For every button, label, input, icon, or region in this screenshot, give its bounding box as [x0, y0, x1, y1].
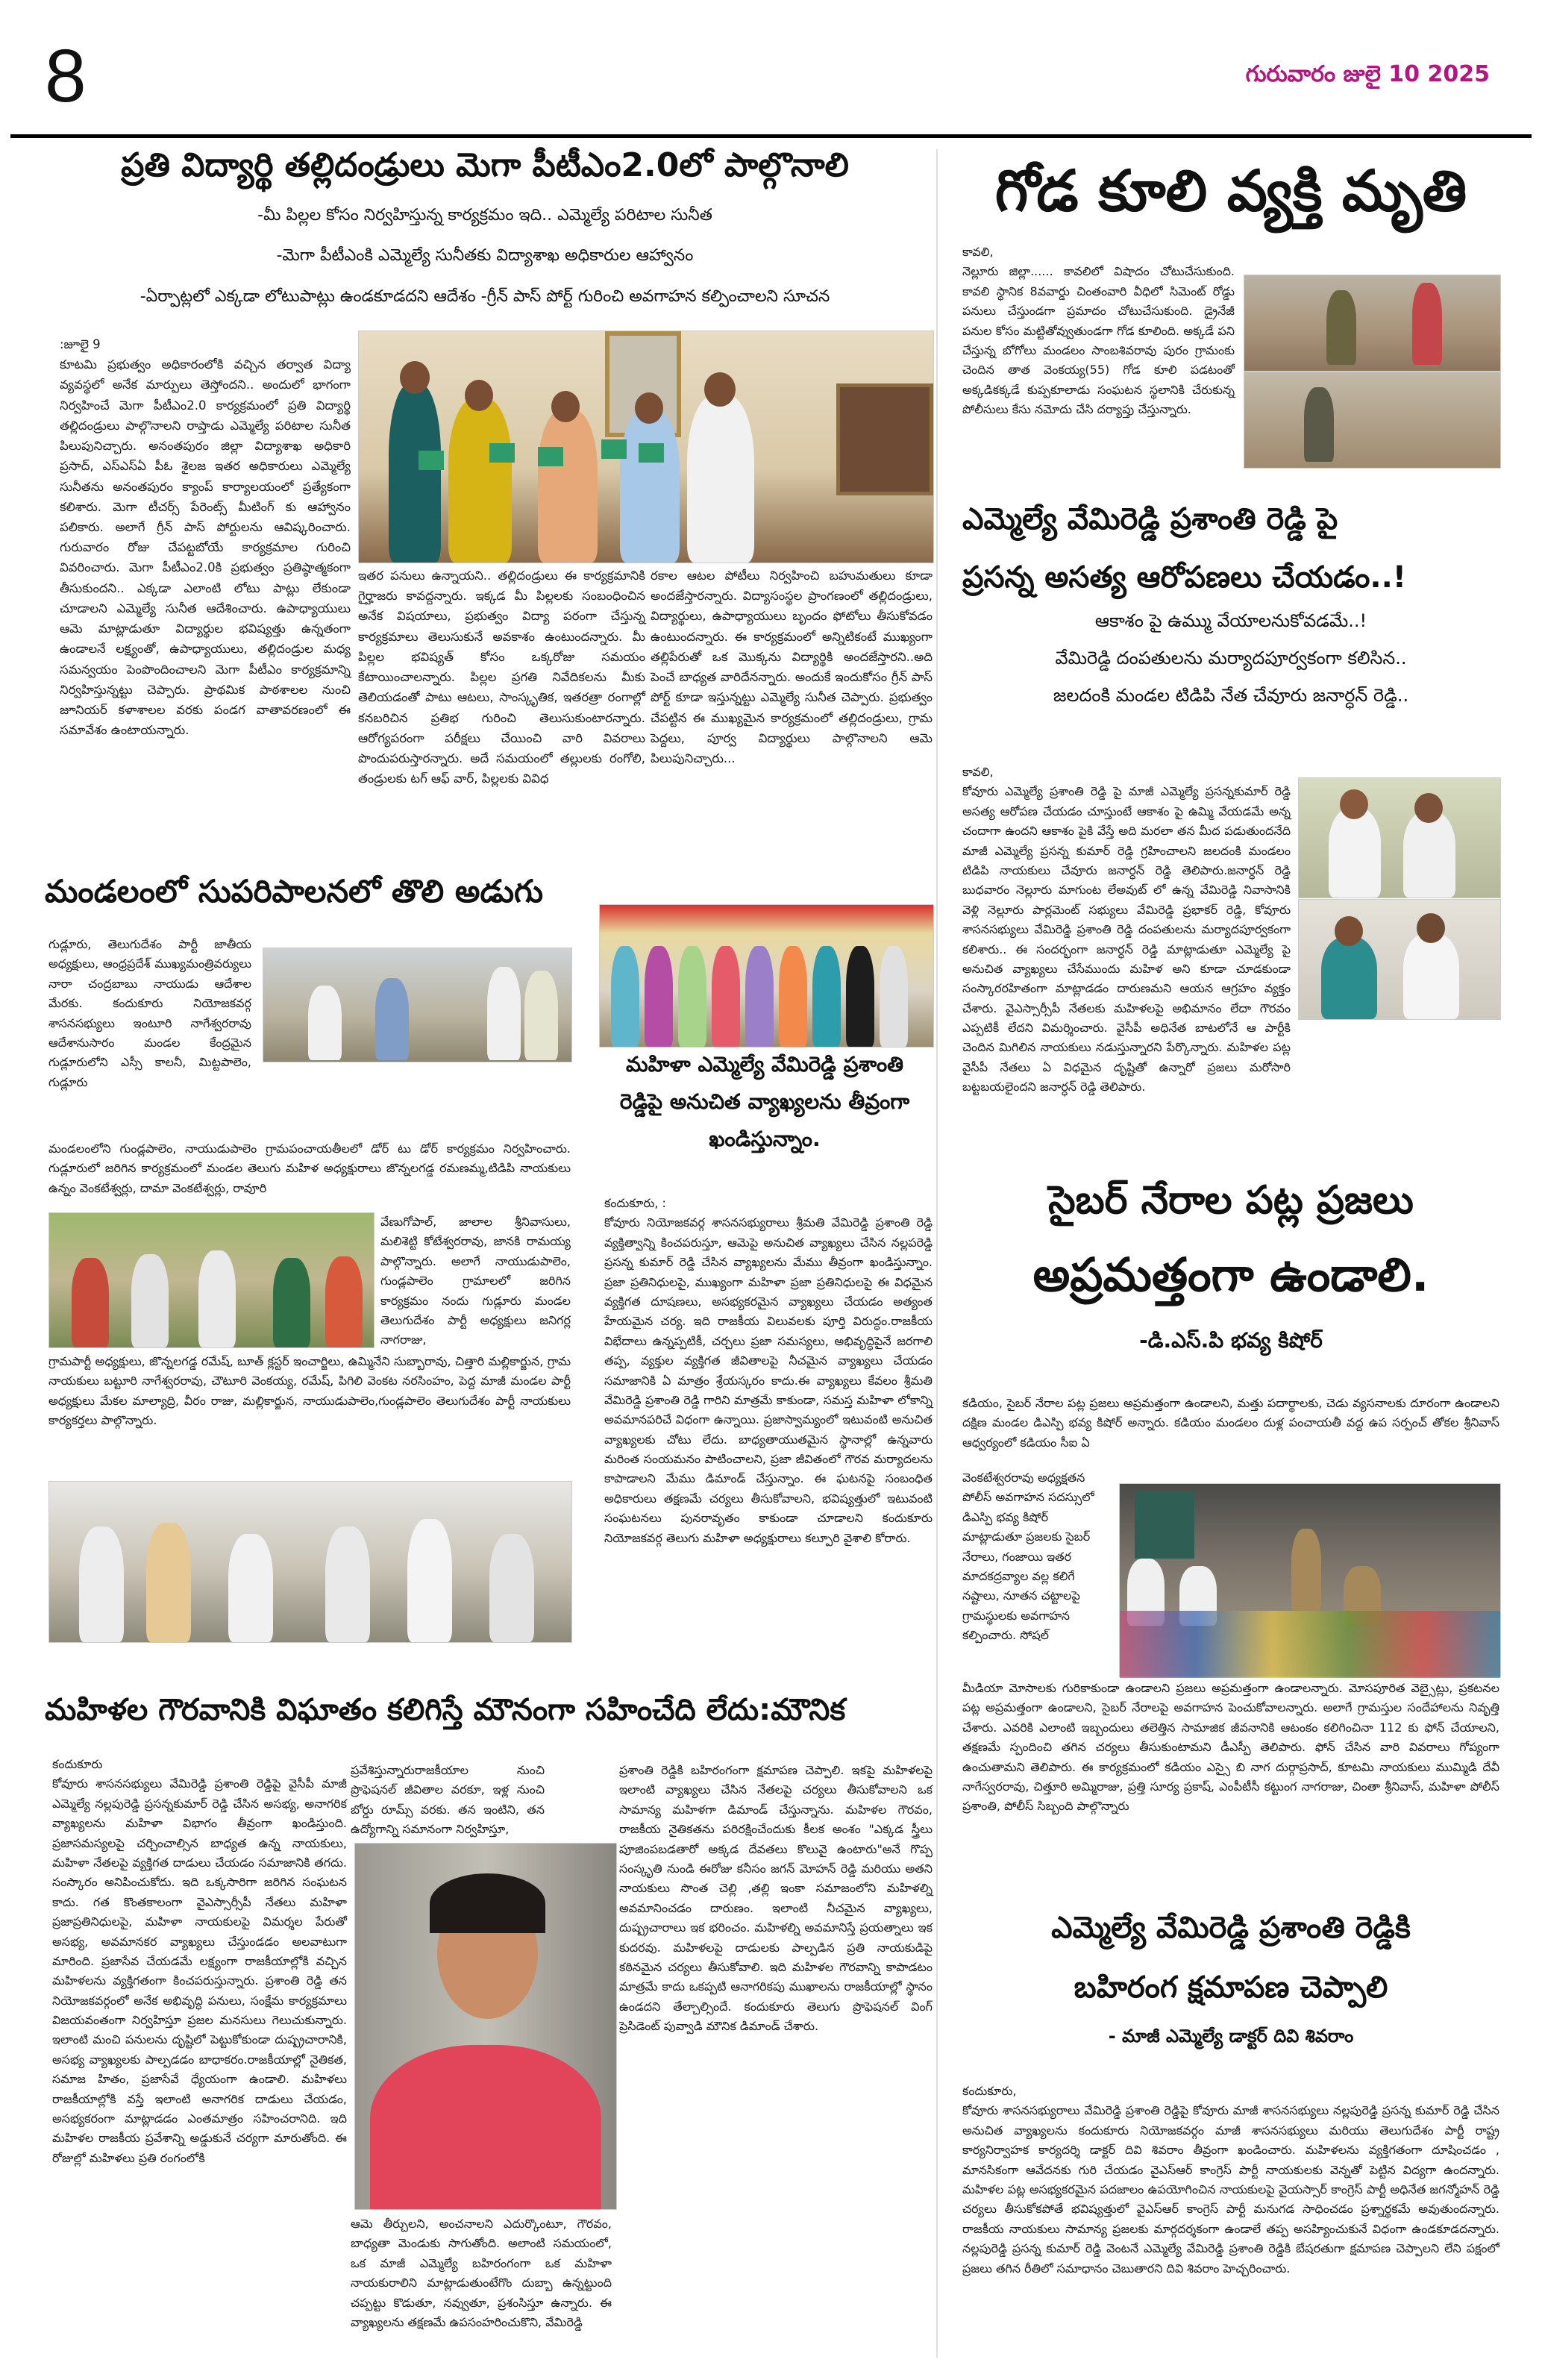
body-text: కోవూరు శాసనసభ్యులు వేమిరెడ్డి ప్రశాంతి రెడ్డిపై వైసీపీ మాజీ ఎమ్మెల్యే నల్లపురెడ్డి ప్రసన్నకుమార్ రెడ్డి చేసిన అసభ్య, అనాగరిక వ్యాఖ్యలను మహిళా విభాగం తీవ్రంగా ఖండిస్తుంది. ప్రజాసమస్యలపై చర్చించాల్సిన బాధ్యత ఉన్న నాయకులు, మహిళా నేతలపై వ్యక్తిగత దాడులు చేయడం సమాజానికి తగదు. సంస్కారం అనిపించుకోదు. ఇది ఒక్కసారిగా జరిగిన సంఘటన కాదు. గత కొంతకాలంగా వైఎస్సార్సీపీ నేతలు మహిళా ప్రజాప్రతినిధులపై, మహిళా నాయకులపై విమర్శల పేరుతో అసభ్య, అవమానకర వ్యాఖ్యలు చేస్తుండడం అలవాటుగా మారింది. ప్రజాసేవ చేయడమే లక్ష్యంగా రాజకీయాల్లోకి వచ్చిన మహిళలను వ్యక్తిగతంగా కించపరుస్తున్నారు. ప్రశాంతి రెడ్డి తన నియోజకవర్గంలో అనేక అభివృద్ధి పనులు, సంక్షేమ కార్యక్రమాలు విజయవంతంగా నిర్వహిస్తూ ప్రజల మనసులు గెలుచుకున్నారు. ఇలాంటి మంచి పనులను దృష్టిలో పెట్టుకోకుండా దుష్ప్రచారానికి, అసభ్య వ్యాఖ్యలకు పాల్పడడం బాధాకరం.రాజకీయాల్లో నైతికత, సమాజ హితం, ప్రజాసేవే ధ్యేయంగా ఉండాలి. మహిళలు రాజకీయాల్లోకి వస్తే ఇలాంటి అనాగరిక దాడులు చేయడం, అసభ్యకరంగా మాట్లాడడం ఎంతమాత్రం సహించరానిది. ఇది మహిళల రాజకీయ ప్రవేశాన్ని అడ్డుకునే చర్యగా మారుతోంది. ఈ రోజుల్లో మహిళలు ప్రతి రంగంలోకి — [52, 1776, 347, 2165]
photo-door-3 — [48, 1481, 572, 1643]
dateline: కందుకూరు, : — [604, 1196, 666, 1210]
photo-wall-2 — [1244, 372, 1501, 469]
body-text: కూటమి ప్రభుత్వం అధికారంలోకి వచ్చిన తర్వాత విద్యా వ్యవస్థలో అనేక మార్పులు తెస్తోందని.. అందులో భాగంగా నిర్వహించే మెగా పీటీఎం2.0 కార్యక్రమంలో ప్రతి విద్యార్థి తల్లిదండ్రులు పాల్గొనాలని రాప్తాడు ఎమ్మెల్యే పరిటాల సునీత పిలుపునిచ్చారు. అనంతపురం జిల్లా విద్యాశాఖ అధికారి ప్రసాద్, ఎస్ఎస్ఏ పీఓ శైలజ ఇతర అధికారులు ఎమ్మెల్యే సునీతను అనంతపురం క్యాంప్ కార్యాలయంలో ప్రత్యేకంగా కలిశారు. మెగా టీచర్స్ పేరెంట్స్ మీటింగ్ కు ఆహ్వానం పలికారు. అలాగే గ్రీన్ పాస్ పోర్టులను ఆవిష్కరించారు. గురువారం రోజు చేపట్టబోయే కార్యక్రమాల గురించి వివరించారు. మెగా పీటీఎం2.0కి ప్రభుత్వం ప్రతిష్ఠాత్మకంగా తీసుకుందని.. ఎక్కడా ఎలాంటి లోటు పాట్లు లేకుండా చూడాలని ఎమ్మెల్యే సునీత ఆదేశించారు. ఉపాధ్యాయులు ఆమె మాట్లాడుతూ విద్యార్థుల భవిష్యత్తు ఉన్నతంగా ఉండాలనే లక్ష్యంతో, ఉపాధ్యాయులు, తల్లిదండ్రుల మధ్య సమన్వయం పెంపొందించాలని మెగా పీటీఎం కార్యక్రమాన్ని నిర్వహిస్తున్నట్టు చెప్పారు. ప్రాథమిక పాఠశాలల నుంచి జూనియర్ కళాశాలల వరకు పండగ వాతావరణంలో ఈ సమావేశం ఉంటాయన్నారు. — [60, 357, 351, 738]
headline-line-1: మహిళా ఎమ్మెల్యే వేమిరెడ్డి ప్రశాంతి — [625, 1052, 904, 1077]
body-text: కోవూరు ఎమ్మెల్యే ప్రశాంతి రెడ్డి పై మాజీ ఎమ్మెల్యే ప్రసన్నకుమార్ రెడ్డి అసత్య ఆరోపణ చేయడం చూస్తుంటే ఆకాశం పై ఉమ్మి వేయడమే అన్న చందాగా ఉందని ఆకాశం పైకి వేస్తే అది మరలా తన మీద పడుతుందనేది మాజీ ఎమ్మెల్యే ప్రసన్న కుమార్ రెడ్డి గ్రహించాలని జలదంకి మండలం టిడిపి నాయకులు చేవూరు జనార్ధన్ రెడ్డి తెలిపారు.జనార్ధన్ రెడ్డి బుధవారం నెల్లూరు మాగుంట లేఅవుట్ లో ఉన్న వేమిరెడ్డి నివాసానికి వెళ్లి నెల్లూరు పార్లమెంట్ సభ్యులు వేమిరెడ్డి ప్రభాకర్ రెడ్డి, కోవూరు శాసనసభ్యులు వేమిరెడ్డి ప్రశాంతి రెడ్డి దంపతులను మర్యాదపూర్వకంగా కలిశారు.. ఈ సందర్భంగా జనార్ధన్ రెడ్డి మాట్లాడుతూ ఎమ్మెల్యే పై అనుచిత వ్యాఖ్యలు చేసేముందు మహిళ అని కూడా చూడకుండా సంస్కారరహితంగా మాట్లాడడం దారుణమని ఆయన ఆగ్రహం వ్యక్తం చేశారు. వైఎస్సార్సీపీ నేతలకు మహిళలపై అభిమానం లేదా గౌరవం ఎప్పటికీ లేదని విమర్శించారు. వైసీపీ అధినేత బాటలోనే ఆ పార్టీకి చెందిన మిగిలిన నాయకులు నడుస్తున్నారని పేర్కొన్నారు. మహిళల పట్ల వైసీపీ నేతలు ఏ విధమైన దృష్టితో ఉన్నారో ప్రజలు మరోసారి బట్టబయలైందని జనార్ధన్ రెడ్డి తెలిపారు. — [962, 784, 1291, 1095]
headline-line-1: సైబర్ నేరాల పట్ల ప్రజలు — [1048, 1178, 1414, 1223]
photo-mounika — [354, 1843, 617, 2210]
headline-line-2: బహిరంగ క్షమాపణ చెప్పాలి — [1074, 1970, 1388, 2005]
dateline: కందుకూరు — [52, 1757, 103, 1771]
story4-col-a — [48, 935, 251, 1136]
subhead-1: ఆకాశం పై ఉమ్ము వేయాలనుకోవడమే..! — [1094, 610, 1367, 631]
story4-col-b — [48, 1139, 571, 1210]
column-divider — [936, 149, 938, 2358]
story7-col3 — [619, 1761, 933, 2358]
dateline: కావలి, — [962, 765, 994, 779]
story4-col-c — [380, 1212, 571, 1350]
story7-col1 — [52, 1755, 347, 2352]
dateline: :జూలై 9 — [60, 337, 101, 351]
body-text: ప్రశాంతి రెడ్డికి బహిరంగంగా క్షమాపణ చెప్పాలి. ఇకపై మహిళలపై ఇలాంటి వ్యాఖ్యలు చేసిన నేతలపై చర్యలు తీసుకోవాలని ఒక సామాన్య మహిళగా డిమాండ్ చేస్తున్నాను. మహిళల గౌరవం, రాజకీయ నైతికతను పరిరక్షించేందుకు కీలక అంశం "ఎక్కడ స్త్రీలు పూజింపబడతారో అక్కడ దేవతలు కొలువై ఉంటారు"అనే గొప్ప సంస్కృతి నుండి ఈరోజు కనీసం జగన్ మోహన్ రెడ్డి మరియు అతని నాయకులు సొంత చెల్లి ,తల్లి ఇంకా సమాజంలోని మహిళల్ని అవమానించడం దారుణం. ఇలాంటి నీచమైన వ్యాఖ్యలు, దుష్ప్రచారాలు ఇక భరించం. మహిళల్ని అవమానిస్తే ప్రయత్నాలు ఇక కుదరవు. మహిళలపై దాడులకు పాల్పడిన ప్రతి నాయకుడిపై కఠినమైన చర్యలు తీసుకోవాలి. ఇది మహిళల గౌరవాన్ని కాపాడటం మాత్రమే కాదు ఒకప్పటి ఆనాగరికపు ముఖాలను రాజకీయాల్లో స్థానం ఉండదని తేల్చాల్సిందే. కందుకూరు తెలుగు ప్రొఫెషనల్ వింగ్ ప్రెసిడెంట్ పువ్వాడి మౌనిక డిమాండ్ చేశారు. — [619, 1763, 933, 2034]
headline-line-1: ఎమ్మెల్యే వేమిరెడ్డి ప్రశాంతి రెడ్డి పై — [962, 502, 1338, 536]
story6-lead — [962, 1394, 1499, 1467]
headline-line-3: ఖండిస్తున్నాం. — [709, 1127, 821, 1151]
portrait-frame — [836, 383, 933, 495]
byline: -డి.ఎస్.పి భవ్య కిషోర్ — [1139, 1328, 1323, 1353]
issue-date: గురువారం జులై 10 2025 — [1245, 61, 1490, 87]
headline-wall-collapse: గోడ కూలి వ్యక్తి మృతి — [994, 157, 1467, 224]
headline-line-1: ఎమ్మెల్యే వేమిరెడ్డి ప్రశాంతి రెడ్డికి — [1051, 1911, 1411, 1945]
story1-col3 — [651, 566, 933, 812]
headline-door-to-door: మండలంలో సుపరిపాలనలో తొలి అడుగు — [45, 873, 544, 909]
subhead-1: -మీ పిల్లల కోసం నిర్వహిస్తున్న కార్యక్రమం ఇది.. ఎమ్మెల్యే పరిటాల సునీత — [257, 206, 712, 225]
body-text: మీడియా మోసాలకు గురికాకుండా ఉండాలని ప్రజలు అప్రమత్తంగా ఉండాలన్నారు. మోసపూరిత వెబ్సైట్లు, ప్రకటనల పట్ల అప్రమత్తంగా ఉండాలని, సైబర్ నేరాలపై అవగాహన పెంచుకోవాలన్నారు. అలాగే గ్రామస్తుల సందేహాలను నివృత్తి చేశారు. ఎవరికి ఎలాంటి ఇబ్బందులు తలెత్తిన సామాజిక జీవనానికి ఆటంకం కలిగించినా 112 కు ఫోన్ చేయాలని, తక్షణమే స్పందించి తగిన చర్యలు తీసుకుంటామని డీఎస్పీ తెలిపారు. ఫోన్ చేసిన వారి వివరాలు గోప్యంగా ఉంచుతామని తెలిపారు. ఈ కార్యక్రమంలో కడియం ఎస్సై బి నాగ దుర్గాప్రసాద్, కూటమి నాయకులు ముమ్మిడి దేవీ నాగేస్వరరావు, చిత్తూరి అమ్మిరాజు, ప్రత్తి సూర్య ప్రకాష్, ఎంపీటీసీ కట్టుంగ నాగరాజు, చింతా శ్రీనివాస్, మహిళా పోలీస్ ప్రశాంతి, పోలీస్ సిబ్బంది పాల్గొన్నారు — [962, 1681, 1499, 1814]
photo-door-2 — [48, 1212, 374, 1348]
story7-col2 — [351, 1761, 545, 1837]
photo-janardhan-2 — [1298, 899, 1501, 1020]
subhead-3: జలదంకి మండల టిడిపి నేత చేవూరు జనార్ధన్ రెడ్డి.. — [1053, 685, 1409, 706]
headline-line-2: ప్రసన్న అసత్య ఆరోపణలు చేయడం..! — [962, 560, 1407, 595]
photo-cyber — [1119, 1483, 1501, 1677]
byline: - మాజీ ఎమ్మెల్యే డాక్టర్ దివి శివరాం — [1108, 2026, 1354, 2047]
story3-body — [962, 762, 1291, 1095]
body-text: ఇతర పనులు ఉన్నాయని.. తల్లిదండ్రులు ఈ కార్యక్రమానికి గైర్హాజరు కావద్దన్నారు. ఇక్కడ మీ పిల్లలకు సంబంధించిన అనేక విషయాలు, ప్రభుత్వం విద్యా పరంగా చేస్తున్న కార్యక్రమాలు తెలుసుకునే అవకాశం ఉంటుందన్నారు. మీ పిల్లల భవిష్యత్ కోసం ఒక్కరోజు సమయం కేటాయించాలన్నారు. పిల్లల ప్రగతి నివేదికలను మీకు తెలియడంతో పాటు ఆటలు, సాంస్కృతిక, ఇతరత్రా రంగాల్లో కనబరిచిన ప్రతిభ గురించి తెలుసుకుంటారన్నారు. ఆరోగ్యపరంగా పరీక్షలు చేయించి వారి వివరాలు పొందుపరుస్తారన్నారు. అదే సమయంలో తల్లులకు రంగోలి, తండ్రులకు టగ్ ఆఫ్ వార్, పిల్లలకు వివిధ — [358, 569, 645, 786]
story2-body — [962, 242, 1235, 481]
body-text: ప్రవేశిస్తున్నారురాజకీయాల నుంచి ప్రొఫెషనల్ జీవితాల వరకూ, ఇళ్ల నుంచి బోర్డు రూమ్స్ వరకు. తన ఇంటిని, తన ఉద్యోగాన్ని సమానంగా నిర్వహిస్తూ, — [351, 1763, 545, 1837]
story6-tail — [962, 1679, 1499, 1820]
headline-mega-ptm: ప్రతి విద్యార్థి తల్లిదండ్రులు మెగా పీటీఎం2.0లో పాల్గొనాలి — [121, 146, 849, 184]
subhead-2: -మెగా పీటీఎంకి ఎమ్మెల్యే సునీతకు విద్యాశాఖ అధికారుల ఆహ్వానం — [276, 246, 694, 265]
headline-line-2: అప్రమత్తంగా ఉండాలి. — [1032, 1247, 1429, 1302]
photo-wall — [1244, 275, 1501, 372]
body-text: గ్రామపార్టీ అధ్యక్షులు, జొన్నలగడ్డ రమేష్, బూత్ క్లస్టర్ ఇంచార్జిలు, ఉమ్మినేని సుబ్బారావు, చిత్తారి మల్లికార్జున, గ్రామ నాయకులు బట్టూరి నాగేశ్వరరావు, చౌటూరి వెంకయ్య, రమేష్, పిగిలి వెంకట నరసింహం, పెద్ద మాజీ మండల పార్టీ అధ్యక్షులు మేకల మాల్యాద్రి, వీరం రాజు, మల్లికార్జున, నాయుడుపాలెం,గుండ్లపాలెం తెలుగుదేశం పార్టీ నాయకులు కార్యకర్తలు పాల్గొన్నారు. — [48, 1354, 571, 1428]
body-text: నెల్లూరు జిల్లా...... కావలిలో విషాదం చోటుచేసుకుంది. కావలి స్థానిక 8వవార్డు చింతంవారి వీధిలో సిమెంట్ రోడ్డు పనులు చేస్తుండగా ప్రమాదం చోటుచేసుకుంది. డ్రైనేజీ పనుల కోసం మట్టితోవ్వుతుండగా గోడ కూలింది. అక్కడే పని చేస్తున్న బోగోలు మండలం సాంబశివరావు పురం గ్రామంకు చెందిన తాత వెంకయ్య(55) గోడ కూలి పడటంతో అక్కడికక్కడే కుప్పకూలాడు సంఘటన స్థలానికి చేరుకున్న పోలీసులు కేసు నమోదు చేసి దర్యాప్తు చేస్తున్నారు. — [962, 264, 1235, 417]
story7-col2-tail — [351, 2214, 612, 2356]
subhead-3: -ఏర్పాట్లలో ఎక్కడా లోటుపాట్లు ఉండకూడదని ఆదేశం -గ్రీన్ పాస్ పోర్ట్ గురించి అవగాహన కల్పించాలని సూచన — [140, 287, 830, 306]
body-text: వెంకటేశ్వరరావు అధ్యక్షతన పోలీస్ అవగాహన సదస్సులో డిఎస్పి భవ్య కిషోర్ మాట్లాడుతూ ప్రజలకు సైబర్ నేరాలు, గంజాయి ఇతర మాదకద్రవ్యాల వల్ల కలిగే నష్టాలు, నూతన చట్టాలపై గ్రామస్థులకు అవగాహన కల్పించారు. సోషల్ — [962, 1471, 1094, 1643]
story8-body — [962, 2082, 1499, 2335]
body-text: మండలంలోని గుండ్లపాలెం, నాయుడుపాలెం గ్రామపంచాయతీలలో డోర్ టు డోర్ కార్యక్రమం నిర్వహించారు. గుడ్లూరులో జరిగిన కార్యక్రమంలో మండల తెలుగు మహిళ అధ్యక్షురాలు జొన్నలగడ్డ రమణమ్మ,టిడిపి నాయకులు ఉన్నం వెంకటేశ్వర్లు, దామా వెంకటేశ్వర్లు, రావూరి — [48, 1142, 571, 1195]
body-text: ఆమె తీర్చులని, అంచనాలని ఎదుర్కొంటూ, గౌరవం, బాధ్యతా మెండుకు సాగుతోంది. అలాంటి సమయంలో, ఒక మాజీ ఎమ్మెల్యే బహిరంగంగా ఒక మహిళా నాయకురాలిని మాట్లాడుతుంటేగొం దుబ్బా ఉన్నట్టుంది చప్పట్టు కొడుతూ, నవ్వుతూ, ప్రశంసిస్తూ ఉన్నారు. ఈ వ్యాఖ్యలను తక్షణమే ఉపసంహరించుకొని, వేమిరెడ్డి — [351, 2217, 612, 2329]
photo-door-1 — [263, 948, 572, 1062]
headline-mounika: మహిళల గౌరవానికి విఘాతం కలిగిస్తే మౌనంగా సహించేది లేదు:మౌనిక — [45, 1693, 846, 1727]
photo-janardhan-1 — [1298, 777, 1501, 898]
body-text: కడియం, సైబర్ నేరాల పట్ల ప్రజలు అప్రమత్తంగా ఉండాలని, మత్తు పదార్థాలకు, చెడు వ్యసనాలకు దూరంగా ఉండాలని దక్షిణ మండల డిఎస్పి భవ్య కిషోర్ అన్నారు. కడియం మండలం దుళ్ల పంచాయతీ వద్ద ఉప సర్పంచ్ తోకల శ్రీనివాస్ ఆధ్వర్యంలో కడియం సీఐ ఏ — [962, 1396, 1499, 1450]
body-text: గుడ్లూరు, తెలుగుదేశం పార్టీ జాతీయ అధ్యక్షులు, ఆంధ్రప్రదేశ్ ముఖ్యమంత్రివర్యులు నారా చంద్రబాబు నాయుడు ఆదేశాల మేరకు. కందుకూరు నియోజకవర్గ శాసనసభ్యులు ఇంటూరి నాగేశ్వరరావు ఆదేశానుసారం మండల కేంద్రమైన గుడ్లూరులోని ఎస్సీ కాలనీ, మిట్టపాలెం, గుడ్లూరు — [48, 937, 251, 1089]
photo-ptm — [358, 331, 934, 563]
story1-col2 — [358, 566, 645, 812]
body-text: వేణుగోపాల్, జాలాల శ్రీనివాసులు, మలిశెట్టి కోటేశ్వరరావు, జానకి రామయ్య పాల్గొన్నారు. అలాగే నాయుడుపాలెం, గుండ్లపాలెం గ్రామాలలో జరిగిన కార్యక్రమం నందు గుడ్లూరు మండల తెలుగుదేశం పార్టీ అధ్యక్షులు జనిగర్ల నాగరాజు, — [380, 1215, 571, 1347]
body-text: కోవూరు నియోజకవర్గ శాసనసభ్యురాలు శ్రీమతి వేమిరెడ్డి ప్రశాంతి రెడ్డి వ్యక్తిత్వాన్ని కించపరుస్తూ, ఆమెపై అనుచిత వ్యాఖ్యలు చేసిన నల్లపరెడ్డి ప్రసన్న కుమార్ రెడ్డి చేసిన వ్యాఖ్యలను మేము తీవ్రంగా ఖండిస్తున్నాం. ప్రజా ప్రతినిధులపై, ముఖ్యంగా మహిళా ప్రజా ప్రతినిధులపై ఈ విధమైన వ్యక్తిగత దూషణలు, అసభ్యకరమైన వ్యాఖ్యలు చేయడం అత్యంత హేయమైన చర్య. ఇది రాజకీయ విలువలకు పూర్తి విరుద్ధం.రాజకీయ విభేదాలు ఉన్నప్పటికీ, చర్చలు ప్రజా సమస్యలు, అభివృద్ధిపైనే జరగాలి తప్ప, వ్యక్తుల వ్యక్తిగత జీవితాలపై నీచమైన వ్యాఖ్యలు చేయడం సమాజానికి ఏ మాత్రం శ్రేయస్కరం కాదు.ఈ వ్యాఖ్యలు కేవలం శ్రీమతి వేమిరెడ్డి ప్రశాంతి రెడ్డి గారిని మాత్రమే కాకుండా, సమస్త మహిళా లోకాన్ని అవమానపరిచే విధంగా ఉన్నాయి. ప్రజాస్వామ్యంలో ఇటువంటి అనుచిత వ్యాఖ్యలకు చోటు లేదు. బాధ్యతాయుతమైన స్థానాల్లో ఉన్నవారు మరింత సంయమనం పాటించాలని, ప్రజా జీవితంలో గౌరవ మర్యాదలను కాపాడాలని మేము డిమాండ్ చేస్తున్నాం. ఈ ఘటనపై సంబంధిత అధికారులు తక్షణమే చర్యలు తీసుకోవాలని, భవిష్యత్తులో ఇటువంటి సంఘటనలు పునరావృతం కాకుండా చూడాలని కందుకూరు నియోజకవర్గ తెలుగు మహిళా అధ్యక్షురాలు కల్పూరి వైశాలి కోరారు. — [604, 1215, 933, 1545]
subhead-2: వేమిరెడ్డి దంపతులను మర్యాదపూర్వకంగా కలిసిన.. — [1055, 648, 1407, 668]
story1-col1 — [60, 334, 351, 883]
body-text: రకాల ఆటల పోటీలు నిర్వహించి బహుమతులు కూడా అందజేస్తారన్నారు. విద్యాసంస్థల ప్రాంగణంలో తల్లిదండ్రులు, విద్యార్థులు, ఉపాధ్యాయులు బృందం ఫోటోలు తీసుకోవడం ఉంటుందన్నారు. ఈ కార్యక్రమంలో అన్నిటికంటే ముఖ్యంగా తల్లిపేరుతో ఒక మొక్కను విద్యార్థికి అందజేస్తారని..అది పెంచే బాధ్యత వారిదేనన్నారు. అందుకే ఇందుకోసం గ్రీన్ పాస్ పోర్ట్ కూడా ఇస్తున్నట్టు ఎమ్మెల్యే సునీత చెప్పారు. ప్రభుత్వం చేపట్టిన ఈ ముఖ్యమైన కార్యక్రమంలో తల్లిదండ్రులు, గ్రామ పెద్దలు, పూర్వ విద్యార్థులు పాల్గొనాలని ఆమె పిలుపునిచ్చారు... — [651, 569, 933, 765]
page-number: 8 — [45, 34, 87, 118]
headline-line-2: రెడ్డిపై అనుచిత వ్యాఖ్యలను తీవ్రంగా — [619, 1089, 910, 1114]
dateline: కందుకూరు, — [962, 2084, 1017, 2098]
masthead-rule — [10, 134, 1532, 138]
dateline: కావలి, — [962, 245, 994, 259]
story6-side — [962, 1468, 1112, 1679]
story4-col-d — [48, 1352, 571, 1445]
photo-women-group — [599, 904, 934, 1047]
body-text: కోవూరు శాసనసభ్యురాలు వేమిరెడ్డి ప్రశాంతి రెడ్డిపై కోవూరు మాజీ శాసనసభ్యులు నల్లపురెడ్డి ప్రసన్న కుమార్ రెడ్డి చేసిన అనుచిత వ్యాఖ్యలను కందుకూరు నియోజకవర్గం మాజీ శాసనసభ్యులు మరియు తెలుగుదేశం పార్టీ రాష్ట్ర కార్యనిర్వాహక కార్యదర్శి డాక్టర్ దివి శివరాం తీవ్రంగా ఖండించారు. మహిళలను వ్యక్తిగతంగా దూషించడం , మానసికంగా ఆవేదనకు గురి చేయడం వైఎస్ఆర్ కాంగ్రెస్ పార్టీ నాయకులకు వెన్నతో పెట్టిన విద్యగా ఉందన్నారు. మహిళల పట్ల అసభ్యకరమైన పదజాలం ఉపయోగించిన నాయకులపై వైయస్సార్ కాంగ్రెస్ పార్టీ అధినేత జగన్మోహన్ రెడ్డి చర్యలు తీసుకోకపోతే భవిష్యత్తులో వైఎస్ఆర్ కాంగ్రెస్ పార్టీ మనుగడ సాధించడం ప్రశ్నార్థకమే అవుతుందన్నారు. రాజకీయ నాయకులు సామాన్య ప్రజలకు మార్గదర్శకంగా ఉండాలే తప్ప అసహ్యించుకునే విధంగా ఉండకూడదన్నారు. నల్లపురెడ్డి ప్రసన్న కుమార్ రెడ్డి వెంటనే ఎమ్మెల్యే వేమిరెడ్డి ప్రశాంతి రెడ్డికి బేషరతుగా క్షమాపణ చెప్పాలని లేని పక్షంలో ప్రజలు తగిన రీతిలో సమాధానం చెబుతారని దివి శివరాం హెచ్చరించారు. — [962, 2103, 1499, 2276]
story5-body — [604, 1194, 933, 1671]
